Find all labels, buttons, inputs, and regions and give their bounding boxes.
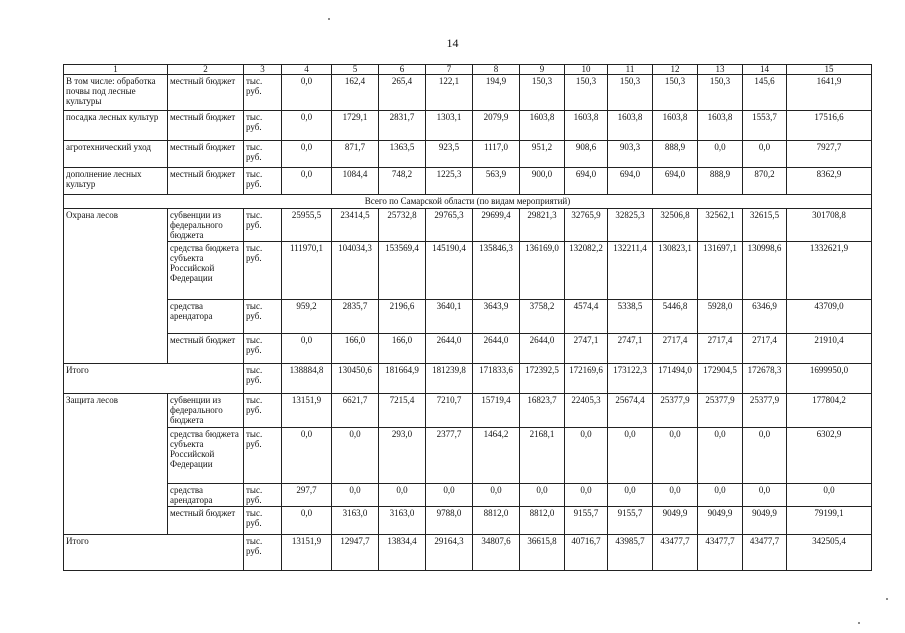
- table-row: [64, 168, 872, 195]
- total-value: 172678,3: [743, 364, 787, 394]
- value-cell: 32765,9: [565, 209, 608, 242]
- value-cell: 0,0: [379, 484, 426, 507]
- section-row: [64, 195, 872, 209]
- column-number: 8: [473, 65, 520, 75]
- value-cell: 32562,1: [698, 209, 743, 242]
- funding-source: средства арендатора: [168, 484, 244, 507]
- total-value: 172169,6: [565, 364, 608, 394]
- total-value: 181664,9: [379, 364, 426, 394]
- value-cell: 1603,8: [520, 111, 565, 141]
- value-cell: 17516,6: [787, 111, 872, 141]
- table-row: [64, 242, 872, 300]
- value-cell: 0,0: [698, 428, 743, 484]
- value-cell: 7210,7: [426, 394, 473, 428]
- value-cell: 166,0: [379, 334, 426, 364]
- activity-label: дополнение лесных культур: [64, 168, 168, 195]
- column-number: 14: [743, 65, 787, 75]
- value-cell: 29821,3: [520, 209, 565, 242]
- value-cell: 0,0: [743, 428, 787, 484]
- unit: тыс. руб.: [244, 535, 282, 571]
- value-cell: 2717,4: [653, 334, 698, 364]
- total-label: Итого: [64, 364, 244, 394]
- column-number: 11: [608, 65, 653, 75]
- column-number: 5: [332, 65, 379, 75]
- scan-speck: [886, 598, 888, 600]
- value-cell: 888,9: [653, 141, 698, 168]
- value-cell: 0,0: [426, 484, 473, 507]
- value-cell: 8362,9: [787, 168, 872, 195]
- value-cell: 145190,4: [426, 242, 473, 300]
- funding-source: местный бюджет: [168, 75, 244, 111]
- unit: тыс. руб.: [244, 242, 282, 300]
- value-cell: 0,0: [653, 428, 698, 484]
- value-cell: 2644,0: [520, 334, 565, 364]
- total-value: 172392,5: [520, 364, 565, 394]
- value-cell: 0,0: [608, 428, 653, 484]
- value-cell: 0,0: [282, 168, 332, 195]
- value-cell: 0,0: [565, 428, 608, 484]
- value-cell: 8812,0: [473, 507, 520, 535]
- total-value: 43477,7: [698, 535, 743, 571]
- table-row: [64, 334, 872, 364]
- value-cell: 21910,4: [787, 334, 872, 364]
- value-cell: 297,7: [282, 484, 332, 507]
- value-cell: 301708,8: [787, 209, 872, 242]
- value-cell: 32506,8: [653, 209, 698, 242]
- value-cell: 7927,7: [787, 141, 872, 168]
- value-cell: 9049,9: [653, 507, 698, 535]
- value-cell: 694,0: [653, 168, 698, 195]
- value-cell: 5338,5: [608, 300, 653, 334]
- value-cell: 1464,2: [473, 428, 520, 484]
- value-cell: 2747,1: [565, 334, 608, 364]
- column-number: 2: [168, 65, 244, 75]
- value-cell: 6346,9: [743, 300, 787, 334]
- total-value: 171833,6: [473, 364, 520, 394]
- value-cell: 122,1: [426, 75, 473, 111]
- value-cell: 9049,9: [698, 507, 743, 535]
- value-cell: 951,2: [520, 141, 565, 168]
- value-cell: 265,4: [379, 75, 426, 111]
- value-cell: 25732,8: [379, 209, 426, 242]
- value-cell: 694,0: [565, 168, 608, 195]
- value-cell: 104034,3: [332, 242, 379, 300]
- funding-source: местный бюджет: [168, 111, 244, 141]
- value-cell: 2168,1: [520, 428, 565, 484]
- value-cell: 153569,4: [379, 242, 426, 300]
- column-number: 13: [698, 65, 743, 75]
- value-cell: 0,0: [282, 141, 332, 168]
- total-value: 36615,8: [520, 535, 565, 571]
- column-number: 6: [379, 65, 426, 75]
- funding-source: местный бюджет: [168, 141, 244, 168]
- value-cell: 9049,9: [743, 507, 787, 535]
- value-cell: 0,0: [698, 141, 743, 168]
- value-cell: 923,5: [426, 141, 473, 168]
- unit: тыс. руб.: [244, 428, 282, 484]
- value-cell: 8812,0: [520, 507, 565, 535]
- value-cell: 0,0: [608, 484, 653, 507]
- value-cell: 25377,9: [743, 394, 787, 428]
- value-cell: 3643,9: [473, 300, 520, 334]
- table-row: [64, 141, 872, 168]
- value-cell: 135846,3: [473, 242, 520, 300]
- budget-table: [63, 64, 872, 571]
- value-cell: 2835,7: [332, 300, 379, 334]
- value-cell: 25377,9: [698, 394, 743, 428]
- funding-source: субвенции из федерального бюджета: [168, 209, 244, 242]
- value-cell: 9155,7: [608, 507, 653, 535]
- unit: тыс. руб.: [244, 209, 282, 242]
- value-cell: 22405,3: [565, 394, 608, 428]
- value-cell: 903,3: [608, 141, 653, 168]
- value-cell: 1084,4: [332, 168, 379, 195]
- table-row: [64, 209, 872, 242]
- value-cell: 15719,4: [473, 394, 520, 428]
- value-cell: 9788,0: [426, 507, 473, 535]
- value-cell: 0,0: [565, 484, 608, 507]
- value-cell: 1603,8: [698, 111, 743, 141]
- funding-source: местный бюджет: [168, 507, 244, 535]
- value-cell: 959,2: [282, 300, 332, 334]
- value-cell: 2717,4: [698, 334, 743, 364]
- value-cell: 0,0: [332, 428, 379, 484]
- total-value: 173122,3: [608, 364, 653, 394]
- value-cell: 2747,1: [608, 334, 653, 364]
- value-cell: 1303,1: [426, 111, 473, 141]
- value-cell: 1363,5: [379, 141, 426, 168]
- value-cell: 16823,7: [520, 394, 565, 428]
- column-number: 10: [565, 65, 608, 75]
- value-cell: 1553,7: [743, 111, 787, 141]
- column-number: 15: [787, 65, 872, 75]
- value-cell: 0,0: [520, 484, 565, 507]
- value-cell: 145,6: [743, 75, 787, 111]
- value-cell: 150,3: [520, 75, 565, 111]
- value-cell: 0,0: [332, 484, 379, 507]
- value-cell: 2717,4: [743, 334, 787, 364]
- value-cell: 177804,2: [787, 394, 872, 428]
- value-cell: 0,0: [282, 334, 332, 364]
- value-cell: 1225,3: [426, 168, 473, 195]
- column-number: 7: [426, 65, 473, 75]
- unit: тыс. руб.: [244, 334, 282, 364]
- value-cell: 23414,5: [332, 209, 379, 242]
- scan-speck: [328, 18, 330, 20]
- table-row: [64, 394, 872, 428]
- group-label: Защита лесов: [64, 394, 168, 535]
- total-value: 172904,5: [698, 364, 743, 394]
- value-cell: 1603,8: [653, 111, 698, 141]
- value-cell: 150,3: [565, 75, 608, 111]
- unit: тыс. руб.: [244, 111, 282, 141]
- unit: тыс. руб.: [244, 168, 282, 195]
- value-cell: 870,2: [743, 168, 787, 195]
- value-cell: 0,0: [473, 484, 520, 507]
- page-number: 14: [446, 36, 459, 50]
- total-value: 13834,4: [379, 535, 426, 571]
- value-cell: 0,0: [282, 428, 332, 484]
- value-cell: 748,2: [379, 168, 426, 195]
- value-cell: 194,9: [473, 75, 520, 111]
- value-cell: 1332621,9: [787, 242, 872, 300]
- unit: тыс. руб.: [244, 394, 282, 428]
- column-number-row: [64, 65, 872, 75]
- value-cell: 871,7: [332, 141, 379, 168]
- value-cell: 130998,6: [743, 242, 787, 300]
- column-number: 4: [282, 65, 332, 75]
- value-cell: 900,0: [520, 168, 565, 195]
- value-cell: 0,0: [698, 484, 743, 507]
- table-row: [64, 484, 872, 507]
- total-row: [64, 535, 872, 571]
- value-cell: 1603,8: [565, 111, 608, 141]
- table-row: [64, 111, 872, 141]
- column-number: 3: [244, 65, 282, 75]
- value-cell: 3163,0: [332, 507, 379, 535]
- value-cell: 162,4: [332, 75, 379, 111]
- value-cell: 1603,8: [608, 111, 653, 141]
- total-row: [64, 364, 872, 394]
- value-cell: 3640,1: [426, 300, 473, 334]
- funding-source: местный бюджет: [168, 334, 244, 364]
- value-cell: 2831,7: [379, 111, 426, 141]
- value-cell: 13151,9: [282, 394, 332, 428]
- value-cell: 0,0: [282, 507, 332, 535]
- value-cell: 166,0: [332, 334, 379, 364]
- value-cell: 3163,0: [379, 507, 426, 535]
- value-cell: 2644,0: [426, 334, 473, 364]
- value-cell: 888,9: [698, 168, 743, 195]
- total-value: 43477,7: [653, 535, 698, 571]
- total-value: 1699950,0: [787, 364, 872, 394]
- total-value: 130450,6: [332, 364, 379, 394]
- value-cell: 29699,4: [473, 209, 520, 242]
- funding-source: местный бюджет: [168, 168, 244, 195]
- value-cell: 131697,1: [698, 242, 743, 300]
- value-cell: 2377,7: [426, 428, 473, 484]
- group-label: Охрана лесов: [64, 209, 168, 364]
- value-cell: 5928,0: [698, 300, 743, 334]
- column-number: 9: [520, 65, 565, 75]
- value-cell: 0,0: [743, 141, 787, 168]
- value-cell: 563,9: [473, 168, 520, 195]
- value-cell: 0,0: [653, 484, 698, 507]
- value-cell: 2644,0: [473, 334, 520, 364]
- unit: тыс. руб.: [244, 364, 282, 394]
- activity-label: посадка лесных культур: [64, 111, 168, 141]
- column-number: 12: [653, 65, 698, 75]
- value-cell: 3758,2: [520, 300, 565, 334]
- table-row: [64, 300, 872, 334]
- value-cell: 43709,0: [787, 300, 872, 334]
- value-cell: 29765,3: [426, 209, 473, 242]
- activity-label: В том числе: обработка почвы под лесные культуры: [64, 75, 168, 111]
- value-cell: 32825,3: [608, 209, 653, 242]
- total-value: 342505,4: [787, 535, 872, 571]
- total-value: 43985,7: [608, 535, 653, 571]
- value-cell: 9155,7: [565, 507, 608, 535]
- scan-speck: [858, 622, 860, 624]
- column-number: 1: [64, 65, 168, 75]
- value-cell: 130823,1: [653, 242, 698, 300]
- value-cell: 150,3: [653, 75, 698, 111]
- value-cell: 0,0: [282, 111, 332, 141]
- total-value: 43477,7: [743, 535, 787, 571]
- unit: тыс. руб.: [244, 507, 282, 535]
- total-value: 181239,8: [426, 364, 473, 394]
- value-cell: 79199,1: [787, 507, 872, 535]
- unit: тыс. руб.: [244, 484, 282, 507]
- activity-label: агротехнический уход: [64, 141, 168, 168]
- value-cell: 1117,0: [473, 141, 520, 168]
- total-value: 13151,9: [282, 535, 332, 571]
- value-cell: 293,0: [379, 428, 426, 484]
- value-cell: 7215,4: [379, 394, 426, 428]
- value-cell: 5446,8: [653, 300, 698, 334]
- value-cell: 150,3: [608, 75, 653, 111]
- value-cell: 1641,9: [787, 75, 872, 111]
- value-cell: 2079,9: [473, 111, 520, 141]
- value-cell: 6302,9: [787, 428, 872, 484]
- value-cell: 25377,9: [653, 394, 698, 428]
- unit: тыс. руб.: [244, 141, 282, 168]
- total-value: 12947,7: [332, 535, 379, 571]
- funding-source: средства бюджета субъекта Российской Федерации: [168, 242, 244, 300]
- total-label: Итого: [64, 535, 244, 571]
- value-cell: 4574,4: [565, 300, 608, 334]
- value-cell: 25674,4: [608, 394, 653, 428]
- value-cell: 150,3: [698, 75, 743, 111]
- funding-source: субвенции из федерального бюджета: [168, 394, 244, 428]
- funding-source: средства бюджета субъекта Российской Федерации: [168, 428, 244, 484]
- total-value: 40716,7: [565, 535, 608, 571]
- table-row: [64, 428, 872, 484]
- value-cell: 694,0: [608, 168, 653, 195]
- unit: тыс. руб.: [244, 75, 282, 111]
- section-title: Всего по Самарской области (по видам мероприятий): [64, 195, 872, 209]
- value-cell: 111970,1: [282, 242, 332, 300]
- funding-source: средства арендатора: [168, 300, 244, 334]
- value-cell: 6621,7: [332, 394, 379, 428]
- value-cell: 0,0: [282, 75, 332, 111]
- table-row: [64, 75, 872, 111]
- total-value: 29164,3: [426, 535, 473, 571]
- value-cell: 132211,4: [608, 242, 653, 300]
- unit: тыс. руб.: [244, 300, 282, 334]
- total-value: 138884,8: [282, 364, 332, 394]
- total-value: 34807,6: [473, 535, 520, 571]
- value-cell: 0,0: [787, 484, 872, 507]
- value-cell: 132082,2: [565, 242, 608, 300]
- table-row: [64, 507, 872, 535]
- value-cell: 1729,1: [332, 111, 379, 141]
- total-value: 171494,0: [653, 364, 698, 394]
- value-cell: 0,0: [743, 484, 787, 507]
- value-cell: 32615,5: [743, 209, 787, 242]
- value-cell: 2196,6: [379, 300, 426, 334]
- value-cell: 25955,5: [282, 209, 332, 242]
- value-cell: 136169,0: [520, 242, 565, 300]
- value-cell: 908,6: [565, 141, 608, 168]
